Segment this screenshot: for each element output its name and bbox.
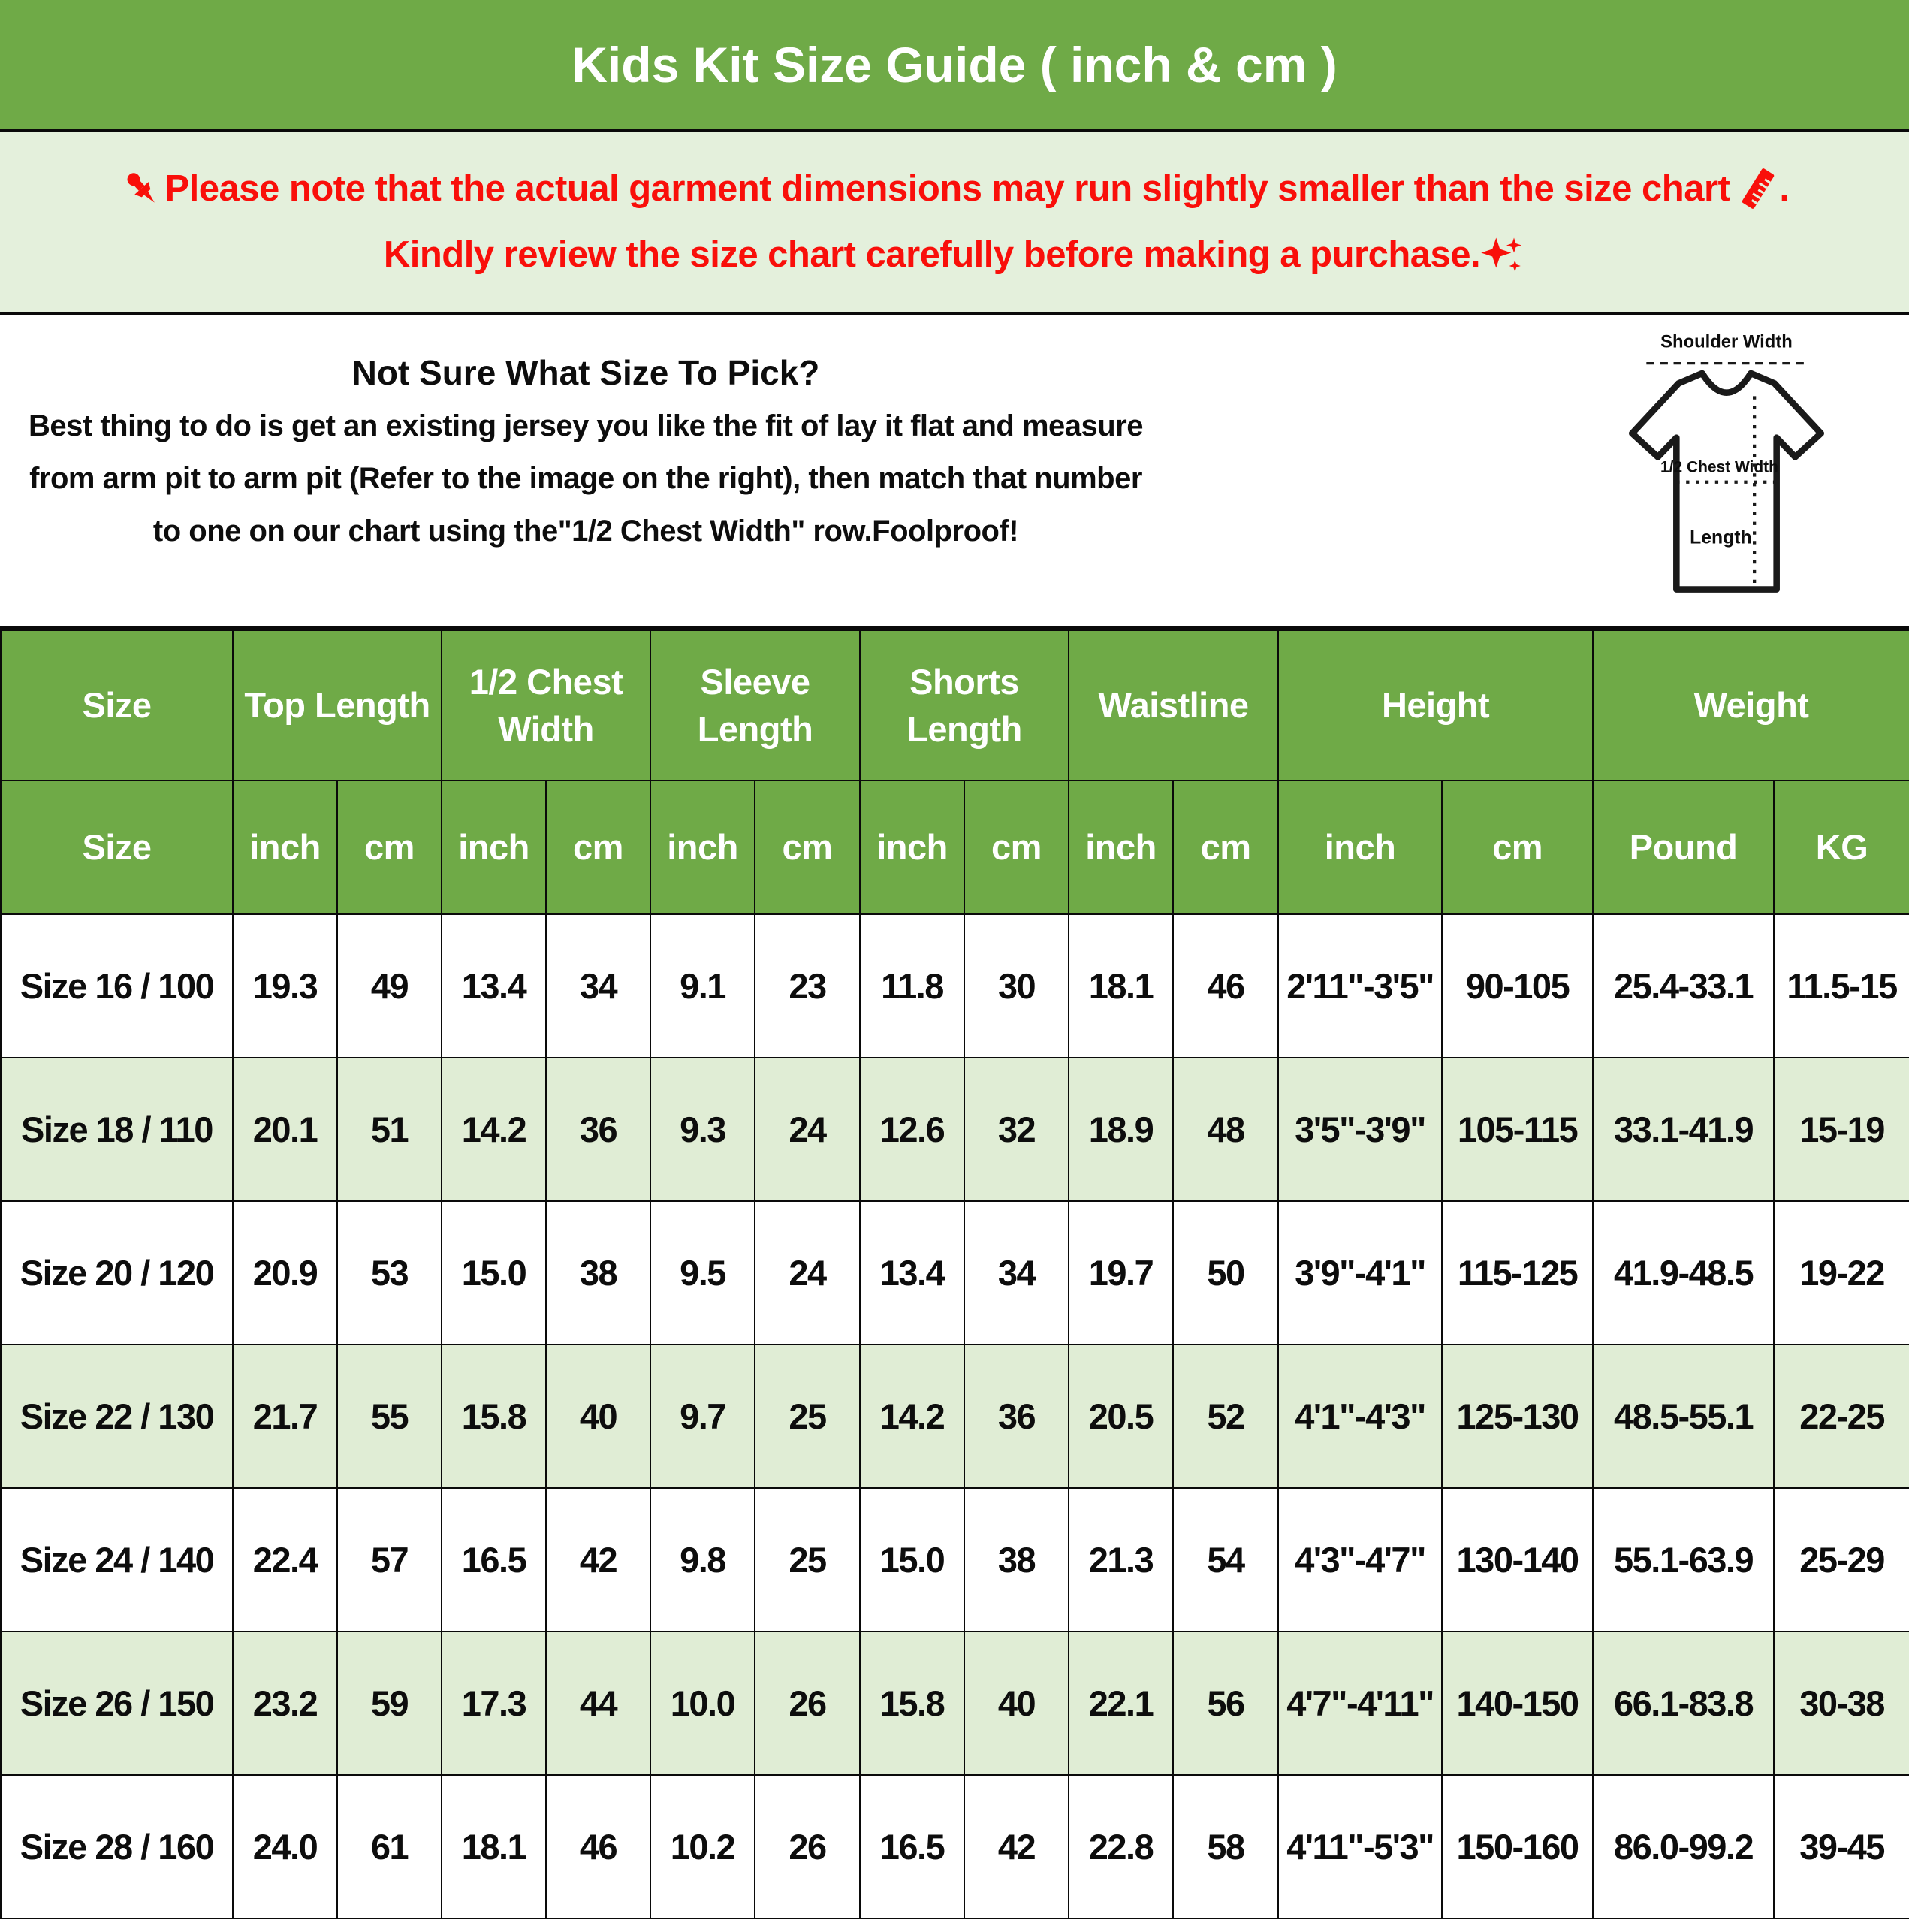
table-cell: 25.4-33.1 xyxy=(1593,914,1774,1058)
sizing-help-line-3: to one on our chart using the"1/2 Chest Width" row.Foolproof! xyxy=(152,515,1019,548)
unit-header: cm xyxy=(546,780,650,914)
sizing-help-section xyxy=(0,315,1909,629)
table-cell: 26 xyxy=(755,1775,860,1918)
table-cell: 13.4 xyxy=(442,914,546,1058)
table-row xyxy=(1,1488,1909,1632)
table-cell: 22.1 xyxy=(1069,1632,1173,1775)
notice-line-1-text: Please note that the actual garment dimensions may run slightly smaller than the size chart xyxy=(164,168,1730,209)
table-cell: 30-38 xyxy=(1774,1632,1909,1775)
notice-line-2 xyxy=(384,232,1525,277)
col-header-weight: Weight xyxy=(1593,630,1909,780)
row-size-label: Size 24 / 140 xyxy=(1,1488,233,1632)
table-cell: 36 xyxy=(546,1058,650,1201)
table-cell: 21.7 xyxy=(233,1345,337,1488)
sizing-help-heading: Not Sure What Size To Pick? xyxy=(351,353,820,392)
table-cell: 16.5 xyxy=(442,1488,546,1632)
table-cell: 18.9 xyxy=(1069,1058,1173,1201)
col-header-height: Height xyxy=(1278,630,1593,780)
unit-header: Size xyxy=(1,780,233,914)
table-cell: 48.5-55.1 xyxy=(1593,1345,1774,1488)
table-cell: 3'9"-4'1" xyxy=(1278,1201,1442,1345)
table-cell: 33.1-41.9 xyxy=(1593,1058,1774,1201)
col-header-top-length: Top Length xyxy=(233,630,442,780)
table-cell: 53 xyxy=(337,1201,442,1345)
table-cell: 13.4 xyxy=(860,1201,964,1345)
table-cell: 52 xyxy=(1173,1345,1278,1488)
col-header-waistline: Waistline xyxy=(1069,630,1278,780)
col-header-half-chest-width: 1/2 Chest Width xyxy=(442,630,650,780)
row-size-label: Size 16 / 100 xyxy=(1,914,233,1058)
table-cell: 19.7 xyxy=(1069,1201,1173,1345)
table-cell: 15-19 xyxy=(1774,1058,1909,1201)
table-cell: 130-140 xyxy=(1442,1488,1593,1632)
table-cell: 15.0 xyxy=(442,1201,546,1345)
table-cell: 9.7 xyxy=(650,1345,755,1488)
table-cell: 22.4 xyxy=(233,1488,337,1632)
table-row xyxy=(1,1201,1909,1345)
table-cell: 57 xyxy=(337,1488,442,1632)
table-cell: 46 xyxy=(546,1775,650,1918)
col-header-shorts-length: Shorts Length xyxy=(860,630,1069,780)
unit-header: KG xyxy=(1774,780,1909,914)
table-cell: 23.2 xyxy=(233,1632,337,1775)
sizing-help-text xyxy=(0,315,1172,557)
table-cell: 56 xyxy=(1173,1632,1278,1775)
table-cell: 34 xyxy=(964,1201,1069,1345)
table-cell: 58 xyxy=(1173,1775,1278,1918)
table-cell: 15.0 xyxy=(860,1488,964,1632)
table-cell: 4'7"-4'11" xyxy=(1278,1632,1442,1775)
table-cell: 24 xyxy=(755,1201,860,1345)
table-cell: 23 xyxy=(755,914,860,1058)
size-table xyxy=(0,629,1909,1919)
notice-line-2-text: Kindly review the size chart carefully before making a purchase. xyxy=(383,234,1481,275)
table-cell: 9.5 xyxy=(650,1201,755,1345)
ruler-icon xyxy=(1737,168,1779,210)
table-cell: 115-125 xyxy=(1442,1201,1593,1345)
col-header-size: Size xyxy=(1,630,233,780)
sparkles-icon xyxy=(1480,232,1525,277)
diagram-shoulder-label: Shoulder Width xyxy=(1660,331,1793,352)
table-cell: 38 xyxy=(546,1201,650,1345)
table-cell: 20.1 xyxy=(233,1058,337,1201)
table-cell: 54 xyxy=(1173,1488,1278,1632)
table-cell: 24 xyxy=(755,1058,860,1201)
table-cell: 25 xyxy=(755,1345,860,1488)
table-cell: 59 xyxy=(337,1632,442,1775)
table-cell: 19-22 xyxy=(1774,1201,1909,1345)
table-cell: 18.1 xyxy=(1069,914,1173,1058)
table-cell: 3'5"-3'9" xyxy=(1278,1058,1442,1201)
table-cell: 21.3 xyxy=(1069,1488,1173,1632)
table-cell: 42 xyxy=(964,1775,1069,1918)
table-row xyxy=(1,1632,1909,1775)
unit-header-row xyxy=(1,780,1909,914)
table-cell: 4'3"-4'7" xyxy=(1278,1488,1442,1632)
table-cell: 2'11"-3'5" xyxy=(1278,914,1442,1058)
table-cell: 39-45 xyxy=(1774,1775,1909,1918)
table-cell: 9.1 xyxy=(650,914,755,1058)
table-cell: 32 xyxy=(964,1058,1069,1201)
table-cell: 48 xyxy=(1173,1058,1278,1201)
col-header-sleeve-length: Sleeve Length xyxy=(650,630,860,780)
table-cell: 125-130 xyxy=(1442,1345,1593,1488)
table-cell: 40 xyxy=(546,1345,650,1488)
table-cell: 15.8 xyxy=(442,1345,546,1488)
table-cell: 11.5-15 xyxy=(1774,914,1909,1058)
row-size-label: Size 18 / 110 xyxy=(1,1058,233,1201)
tshirt-measurement-diagram xyxy=(1588,328,1865,632)
sizing-help-line-1: Best thing to do is get an existing jersey you like the fit of lay it flat and measure xyxy=(29,409,1143,442)
table-row xyxy=(1,914,1909,1058)
unit-header: Pound xyxy=(1593,780,1774,914)
table-cell: 61 xyxy=(337,1775,442,1918)
table-cell: 16.5 xyxy=(860,1775,964,1918)
table-cell: 4'1"-4'3" xyxy=(1278,1345,1442,1488)
table-row xyxy=(1,1058,1909,1201)
table-cell: 38 xyxy=(964,1488,1069,1632)
unit-header: inch xyxy=(233,780,337,914)
table-cell: 10.0 xyxy=(650,1632,755,1775)
table-cell: 44 xyxy=(546,1632,650,1775)
size-table-body xyxy=(1,914,1909,1918)
diagram-length-label: Length xyxy=(1690,527,1752,548)
table-cell: 20.9 xyxy=(233,1201,337,1345)
unit-header: inch xyxy=(442,780,546,914)
table-cell: 50 xyxy=(1173,1201,1278,1345)
unit-header: inch xyxy=(860,780,964,914)
unit-header: inch xyxy=(650,780,755,914)
table-cell: 42 xyxy=(546,1488,650,1632)
table-cell: 41.9-48.5 xyxy=(1593,1201,1774,1345)
notice-line-1 xyxy=(120,168,1790,210)
table-cell: 49 xyxy=(337,914,442,1058)
table-cell: 25 xyxy=(755,1488,860,1632)
table-cell: 90-105 xyxy=(1442,914,1593,1058)
table-row xyxy=(1,1345,1909,1488)
table-cell: 66.1-83.8 xyxy=(1593,1632,1774,1775)
group-header-row xyxy=(1,630,1909,780)
table-cell: 11.8 xyxy=(860,914,964,1058)
table-cell: 34 xyxy=(546,914,650,1058)
unit-header: inch xyxy=(1278,780,1442,914)
notice-line-1-period: . xyxy=(1779,168,1790,209)
table-cell: 55 xyxy=(337,1345,442,1488)
table-cell: 14.2 xyxy=(442,1058,546,1201)
table-cell: 36 xyxy=(964,1345,1069,1488)
table-cell: 22.8 xyxy=(1069,1775,1173,1918)
table-cell: 140-150 xyxy=(1442,1632,1593,1775)
table-cell: 30 xyxy=(964,914,1069,1058)
unit-header: cm xyxy=(337,780,442,914)
unit-header: cm xyxy=(1442,780,1593,914)
table-cell: 40 xyxy=(964,1632,1069,1775)
table-cell: 17.3 xyxy=(442,1632,546,1775)
pushpin-icon xyxy=(120,168,161,209)
diagram-chest-label: 1/2 Chest Width xyxy=(1660,458,1778,476)
row-size-label: Size 22 / 130 xyxy=(1,1345,233,1488)
table-cell: 51 xyxy=(337,1058,442,1201)
table-cell: 9.3 xyxy=(650,1058,755,1201)
table-cell: 86.0-99.2 xyxy=(1593,1775,1774,1918)
table-cell: 4'11"-5'3" xyxy=(1278,1775,1442,1918)
table-cell: 55.1-63.9 xyxy=(1593,1488,1774,1632)
table-cell: 14.2 xyxy=(860,1345,964,1488)
unit-header: cm xyxy=(1173,780,1278,914)
table-cell: 24.0 xyxy=(233,1775,337,1918)
row-size-label: Size 26 / 150 xyxy=(1,1632,233,1775)
row-size-label: Size 28 / 160 xyxy=(1,1775,233,1918)
notice-band xyxy=(0,132,1909,315)
page-title: Kids Kit Size Guide ( inch & cm ) xyxy=(571,37,1338,92)
unit-header: inch xyxy=(1069,780,1173,914)
table-cell: 105-115 xyxy=(1442,1058,1593,1201)
table-cell: 20.5 xyxy=(1069,1345,1173,1488)
unit-header: cm xyxy=(755,780,860,914)
sizing-help-line-2: from arm pit to arm pit (Refer to the image on the right), then match that number xyxy=(29,462,1142,495)
table-cell: 46 xyxy=(1173,914,1278,1058)
table-row xyxy=(1,1775,1909,1918)
table-cell: 19.3 xyxy=(233,914,337,1058)
table-cell: 10.2 xyxy=(650,1775,755,1918)
table-cell: 18.1 xyxy=(442,1775,546,1918)
unit-header: cm xyxy=(964,780,1069,914)
table-cell: 15.8 xyxy=(860,1632,964,1775)
table-cell: 25-29 xyxy=(1774,1488,1909,1632)
table-cell: 9.8 xyxy=(650,1488,755,1632)
table-cell: 22-25 xyxy=(1774,1345,1909,1488)
row-size-label: Size 20 / 120 xyxy=(1,1201,233,1345)
table-cell: 26 xyxy=(755,1632,860,1775)
table-cell: 150-160 xyxy=(1442,1775,1593,1918)
title-banner xyxy=(0,0,1909,132)
table-cell: 12.6 xyxy=(860,1058,964,1201)
